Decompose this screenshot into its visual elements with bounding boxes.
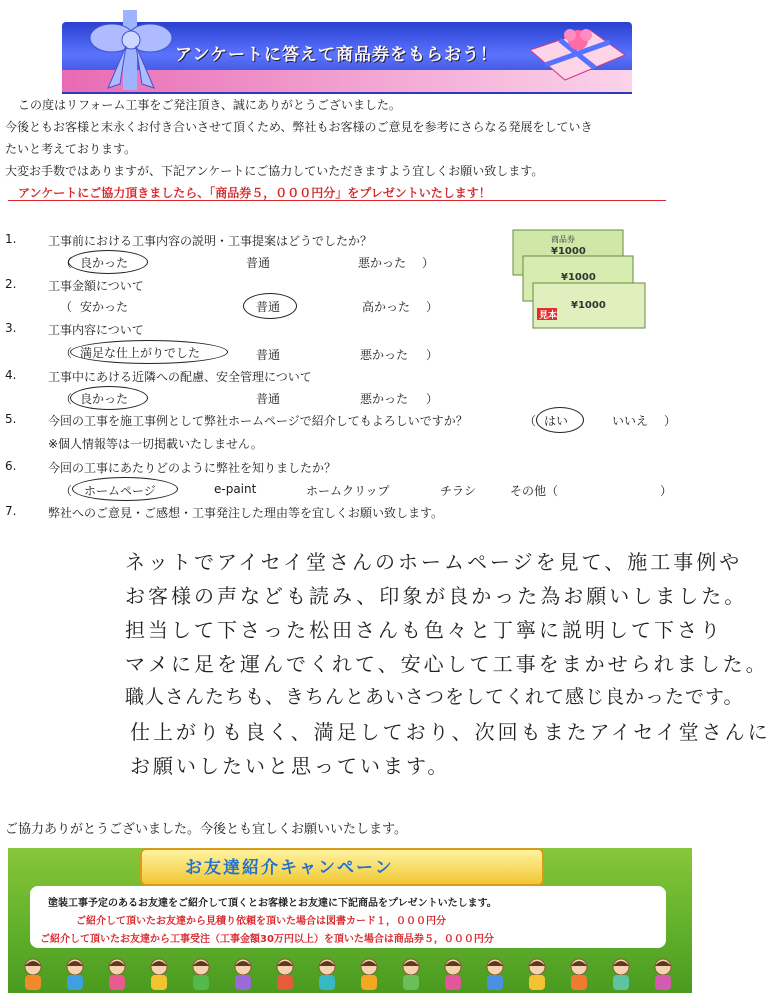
handwritten-line-2: お客様の声なども読み、印象が良かった為お願いしました。 — [125, 584, 748, 608]
kid-figure-icon — [106, 958, 128, 990]
q2-option-expensive: 高かった — [362, 300, 411, 314]
handwritten-line-7: お願いしたいと思っています。 — [130, 754, 451, 778]
campaign-line-3: ご紹介して頂いたお友達から工事受注（工事金額30万円以上）を頂いた場合は商品券５，０００円分 — [40, 934, 494, 945]
q6-paren-open: （ — [60, 484, 73, 498]
handwritten-line-5: 職人さんたちも、きちんとあいさつをしてくれて感じ良かったです。 — [125, 686, 744, 708]
ribbon-bow-icon — [88, 10, 178, 90]
q4-selected-circle — [70, 386, 148, 410]
q3-number: 3. — [5, 321, 17, 335]
kid-figure-icon — [232, 958, 254, 990]
kid-figure-icon — [568, 958, 590, 990]
kid-figure-icon — [400, 958, 422, 990]
intro-line-1: この度はリフォーム工事をご発注頂き、誠にありがとうございました。 — [18, 98, 401, 112]
q2-text: 工事金額について — [48, 279, 144, 293]
q2-option-cheap: 安かった — [80, 300, 129, 314]
campaign-title: お友達紹介キャンペーン — [185, 858, 394, 878]
handwritten-line-3: 担当して下さった松田さんも色々と丁寧に説明して下さり — [125, 618, 723, 642]
q6-option-flyer: チラシ — [440, 484, 477, 498]
q6-option-epaint: e-paint — [214, 482, 257, 496]
kid-figure-icon — [64, 958, 86, 990]
promo-text: アンケートにご協力頂きましたら、「商品券５，０００円分」をプレゼントいたします！ — [18, 186, 491, 200]
kid-figure-icon — [652, 958, 674, 990]
q6-text: 今回の工事にあたりどのように弊社を知りましたか？ — [48, 461, 337, 475]
kid-figure-icon — [22, 958, 44, 990]
voucher-stamp: 見本 — [539, 311, 558, 321]
q3-option-normal: 普通 — [256, 348, 281, 362]
q2-number: 2. — [5, 277, 17, 291]
q6-option-other: その他（ — [510, 484, 559, 498]
q1-paren-open: （ — [60, 256, 73, 270]
q4-option-normal: 普通 — [256, 392, 281, 406]
kid-figure-icon — [526, 958, 548, 990]
header-title: アンケートに答えて商品券をもらおう！ — [175, 45, 498, 65]
handwritten-line-1: ネットでアイセイ堂さんのホームページを見て、施工事例や — [125, 550, 743, 574]
q5-number: 5. — [5, 412, 17, 426]
q7-number: 7. — [5, 504, 17, 518]
q2-paren-open: （ — [60, 300, 73, 314]
intro-line-3: たいと考えております。 — [5, 142, 137, 156]
voucher-amount-1: ¥1000 — [551, 246, 586, 257]
voucher-amount-2: ¥1000 — [561, 272, 596, 283]
gift-voucher-image — [511, 228, 651, 333]
q5-option-no: いいえ — [612, 414, 649, 428]
q5-paren-close: ） — [664, 414, 677, 428]
kid-figure-icon — [316, 958, 338, 990]
q3-paren-close: ） — [426, 348, 439, 362]
q3-option-satisfied: 満足な仕上がりでした — [80, 346, 201, 360]
q3-selected-circle — [70, 340, 228, 364]
q1-number: 1. — [5, 232, 17, 246]
q4-number: 4. — [5, 368, 17, 382]
q1-selected-circle — [68, 250, 148, 274]
q4-option-good: 良かった — [80, 392, 129, 406]
q7-text: 弊社へのご意見・ご感想・工事発注した理由等を宜しくお願い致します。 — [48, 506, 444, 520]
campaign-line-1: 塗装工事予定のあるお友達をご紹介して頂くとお客様とお友達に下記商品をプレゼントいたします。 — [48, 898, 497, 909]
q5-text: 今回の工事を施工事例として弊社ホームページで紹介してもよろしいですか？ — [48, 414, 468, 428]
q2-paren-close: ） — [426, 300, 439, 314]
q1-text: 工事前における工事内容の説明・工事提案はどうでしたか？ — [48, 234, 373, 248]
kid-figure-icon — [148, 958, 170, 990]
voucher-amount-3: ¥1000 — [571, 300, 606, 311]
q6-number: 6. — [5, 459, 17, 473]
q1-option-normal: 普通 — [246, 256, 271, 270]
kid-figure-icon — [442, 958, 464, 990]
campaign-line-2: ご紹介して頂いたお友達から見積り依頼を頂いた場合は図書カード１，０００円分 — [76, 916, 446, 927]
q3-option-bad: 悪かった — [360, 348, 409, 362]
handwritten-line-4: マメに足を運んでくれて、安心して工事をまかせられました。 — [125, 652, 769, 676]
kid-figure-icon — [274, 958, 296, 990]
q2-option-normal: 普通 — [256, 300, 281, 314]
q4-option-bad: 悪かった — [360, 392, 409, 406]
q6-option-homepage: ホームページ — [84, 484, 156, 498]
intro-line-2: 今後ともお客様と末永くお付き合いさせて頂くため、弊社もお客様のご意見を参考にさらなる発展をしていき — [5, 120, 593, 134]
kid-figure-icon — [610, 958, 632, 990]
q1-option-good: 良かった — [80, 256, 129, 270]
promo-underline — [8, 200, 666, 201]
q5-selected-circle — [536, 407, 584, 433]
handwritten-line-6: 仕上がりも良く、満足しており、次回もまたアイセイ堂さんに — [130, 720, 771, 744]
q1-paren-close: ） — [422, 256, 435, 270]
kid-figure-icon — [358, 958, 380, 990]
voucher-label-1: 商品券 — [551, 235, 575, 244]
q4-paren-open: （ — [60, 392, 73, 406]
q1-option-bad: 悪かった — [358, 256, 407, 270]
kid-figure-icon — [484, 958, 506, 990]
q6-selected-circle — [72, 477, 178, 501]
closing-text: ご協力ありがとうございました。今後とも宜しくお願いいたします。 — [5, 822, 407, 837]
kid-figure-icon — [190, 958, 212, 990]
q3-text: 工事内容について — [48, 323, 144, 337]
intro-line-4: 大変お手数ではありますが、下記アンケートにご協力していただきますよう宜しくお願い致します。 — [5, 164, 544, 178]
gift-box-icon — [520, 10, 630, 90]
q4-paren-close: ） — [426, 392, 439, 406]
q6-option-homeclip: ホームクリップ — [306, 484, 390, 498]
q4-text: 工事中にあける近隣への配慮、安全管理について — [48, 370, 312, 384]
q5-option-yes: はい — [544, 414, 569, 428]
q2-selected-circle — [243, 293, 297, 319]
q5-paren-open: （ — [524, 414, 537, 428]
q5-note: ※個人情報等は一切掲載いたしません。 — [48, 437, 263, 451]
q3-paren-open: （ — [60, 346, 73, 360]
q6-paren-close: ） — [660, 484, 673, 498]
